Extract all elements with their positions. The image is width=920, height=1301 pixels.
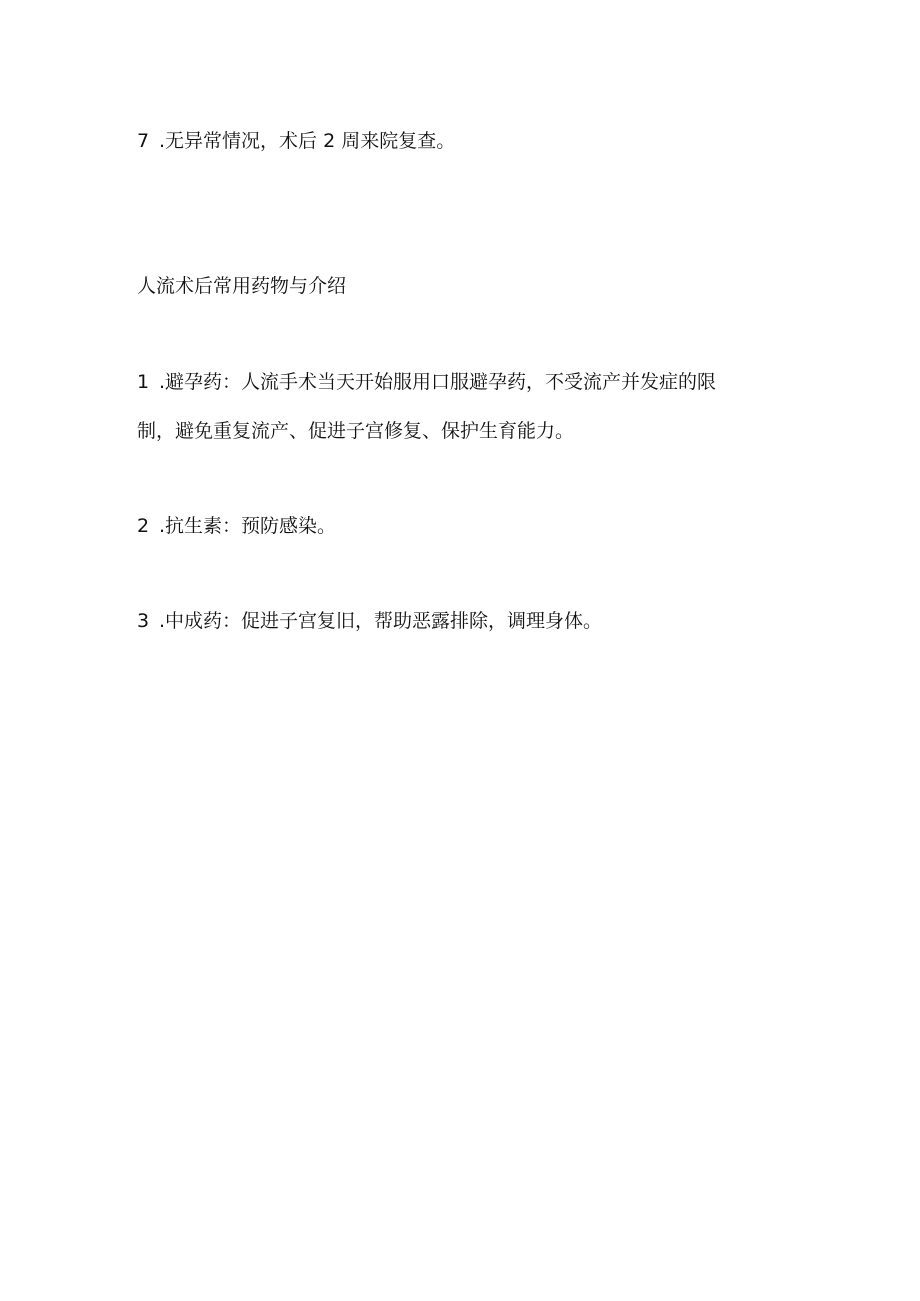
list-item-1 bbox=[137, 369, 716, 395]
list-item-text: .避孕药：人流手术当天开始服用口服避孕药，不受流产并发症的限 bbox=[159, 371, 717, 393]
list-item-text: .抗生素：预防感染。 bbox=[159, 515, 337, 537]
list-item-text: .无异常情况，术后 2 周来院复查。 bbox=[159, 130, 456, 152]
list-number: 1 bbox=[137, 371, 150, 393]
list-number: 2 bbox=[137, 515, 150, 537]
list-item-1-continuation: 制，避免重复流产、促进子宫修复、保护生育能力。 bbox=[137, 420, 575, 442]
list-number: 7 bbox=[137, 130, 150, 152]
section-heading: 人流术后常用药物与介绍 bbox=[137, 275, 347, 297]
list-number: 3 bbox=[137, 610, 150, 632]
list-item-7 bbox=[137, 128, 455, 154]
list-item-2 bbox=[137, 513, 336, 539]
list-item-3 bbox=[137, 608, 602, 634]
list-item-text: .中成药：促进子宫复旧，帮助恶露排除，调理身体。 bbox=[159, 610, 603, 632]
